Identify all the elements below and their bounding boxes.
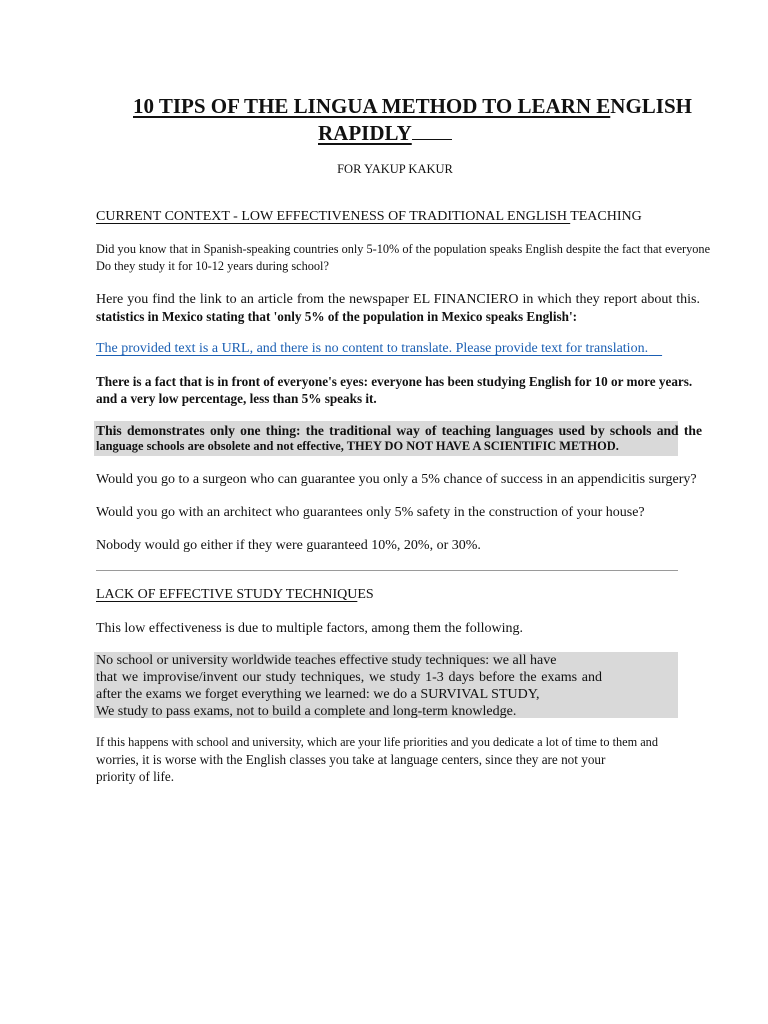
paragraph-fact: [96, 373, 702, 407]
paragraph-priorities: [96, 734, 702, 785]
paragraph-line: priority of life.: [96, 769, 175, 784]
paragraph-intro: [96, 241, 711, 275]
byline: FOR YAKUP KAKUR: [337, 162, 453, 176]
paragraph-line-bold: statistics in Mexico stating that 'only 5% of the population in Mexico speaks English':: [96, 309, 578, 324]
paragraph-study-highlighted: [96, 652, 602, 720]
paragraph-line: No school or university worldwide teaches effective study techniques: we all have: [96, 653, 557, 668]
title-line1-rest: NGLISH: [610, 94, 692, 118]
paragraph-line: We study to pass exams, not to build a complete and long-term knowledge.: [96, 704, 517, 719]
question-surgeon: Would you go to a surgeon who can guarantee you only a 5% chance of success in an appendicitis surgery?: [96, 472, 697, 487]
title-line1-underlined: 10 TIPS OF THE LINGUA METHOD TO LEARN E: [133, 94, 611, 118]
paragraph-line: worries, it is worse with the English classes you take at language centers, since they are not your: [96, 752, 606, 767]
paragraph-line: language schools are obsolete and not effective, THEY DO NOT HAVE A SCIENTIFIC METHOD.: [96, 439, 619, 453]
paragraph-line: Here you find the link to an article from the newspaper EL FINANCIERO in which they report about this.: [96, 292, 700, 307]
article-link-paragraph: [96, 340, 702, 357]
paragraph-factors: This low effectiveness is due to multiple factors, among them the following.: [96, 621, 524, 636]
section2-heading-underlined: LACK OF EFFECTIVE STUDY TECHNIQU: [96, 587, 358, 602]
paragraph-conclusion-highlighted: [96, 422, 702, 454]
title-line2: RAPIDLY: [318, 121, 412, 145]
section1-heading-rest: TEACHING: [570, 209, 642, 224]
section-divider: [96, 570, 678, 571]
paragraph-line: There is a fact that is in front of everyone's eyes: everyone has been studying English for 10 or more years.: [96, 374, 693, 389]
document-title: [133, 93, 768, 120]
paragraph-line: Did you know that in Spanish-speaking countries only 5-10% of the population speaks English despite the fact that everyone: [96, 242, 711, 256]
section-heading-current-context: [96, 209, 642, 225]
paragraph-line: Do they study it for 10-12 years during school?: [96, 259, 329, 273]
paragraph-line: This demonstrates only one thing: the traditional way of teaching languages used by schools and the: [96, 423, 702, 438]
article-link[interactable]: The provided text is a URL, and there is no content to translate. Please provide text for translation.: [96, 341, 649, 356]
section2-heading-rest: ES: [357, 587, 374, 602]
document-title-line2: [318, 120, 768, 147]
section1-heading-underlined: CURRENT CONTEXT - LOW EFFECTIVENESS OF TRADITIONAL ENGLISH: [96, 209, 571, 224]
question-architect: Would you go with an architect who guarantees only 5% safety in the construction of your house?: [96, 505, 645, 520]
paragraph-line: after the exams we forget everything we learned: we do a SURVIVAL STUDY,: [96, 687, 540, 702]
paragraph-line: that we improvise/invent our study techniques, we study 1-3 days before the exams and: [96, 670, 602, 685]
article-link-trailing-space: [648, 341, 662, 356]
section-heading-study-techniques: [96, 587, 374, 603]
paragraph-article: [96, 291, 700, 325]
paragraph-line: If this happens with school and university, which are your life priorities and you dedicate a lot of time to them and: [96, 735, 658, 749]
title-underline-gap: [412, 121, 452, 140]
statement-nobody: Nobody would go either if they were guaranteed 10%, 20%, or 30%.: [96, 538, 481, 553]
paragraph-line: and a very low percentage, less than 5% speaks it.: [96, 391, 377, 406]
